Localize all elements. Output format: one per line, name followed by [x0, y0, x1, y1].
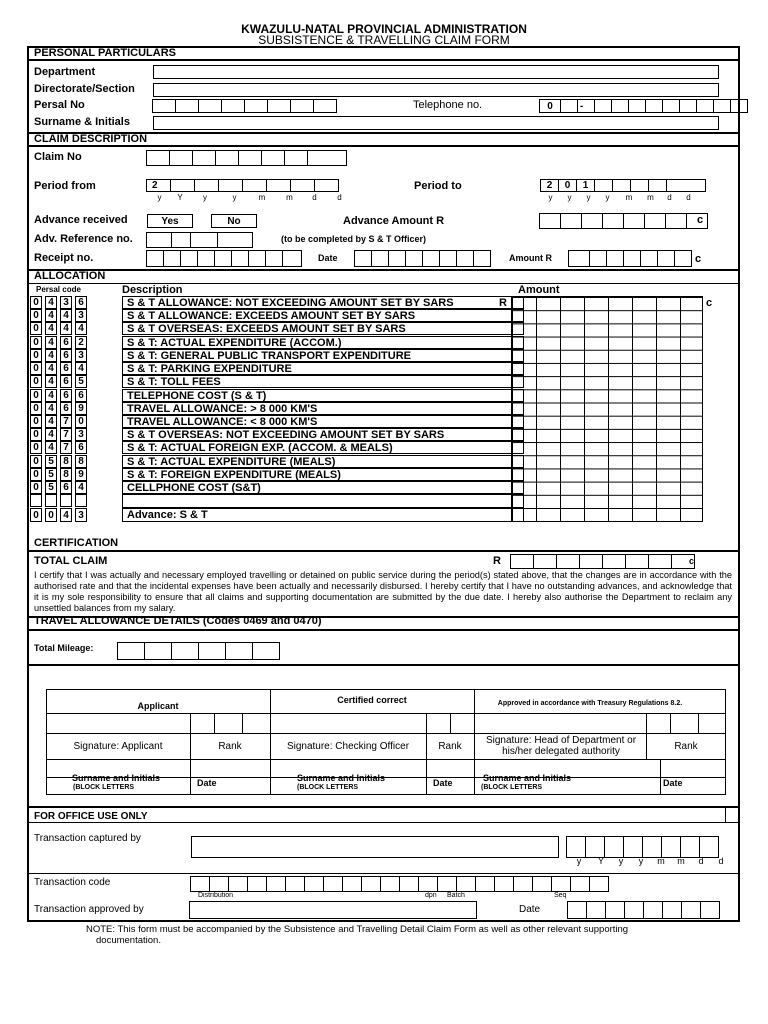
receipt-amount-label: Amount R [509, 253, 552, 263]
st-officer-note: (to be completed by S & T Officer) [281, 234, 427, 244]
travel-section-title: TRAVEL ALLOWANCE DETAILS (Codes 0469 and 0470) [34, 615, 322, 627]
claim-no-field[interactable] [147, 150, 347, 166]
receipt-cents-label: c [695, 253, 702, 265]
period-to-field[interactable]: 2 0 1 [541, 179, 706, 192]
period-to-letters: y y y y m m d d [548, 193, 691, 202]
allocation-section-title: ALLOCATION [34, 270, 106, 282]
office-section-title: FOR OFFICE USE ONLY [34, 811, 148, 822]
claim-section-title: CLAIM DESCRIPTION [34, 133, 148, 145]
applicant-date-label: Date [197, 778, 217, 788]
captured-date-letters: y Y y y m m d d [576, 856, 724, 866]
rank-label-1: Rank [218, 741, 242, 752]
department-label: Department [34, 66, 96, 78]
advance-cents-label: c [697, 214, 704, 226]
head-surname-label: Surname and Initials [483, 773, 572, 783]
certified-title: Certified correct [337, 695, 407, 705]
surname-field[interactable] [153, 116, 719, 130]
captured-date-field[interactable] [567, 836, 719, 858]
period-to-label: Period to [414, 180, 462, 192]
department-field[interactable] [153, 65, 719, 79]
surname-label: Surname & Initials [34, 116, 130, 128]
receipt-no-field[interactable] [147, 250, 302, 267]
rank-label-3: Rank [674, 741, 698, 752]
allocation-amount-grid[interactable] [511, 296, 703, 522]
persal-code-label: Persal code [36, 285, 81, 294]
certification-section-title: CERTIFICATION [34, 537, 119, 549]
captured-by-label: Transaction captured by [34, 833, 141, 844]
seq-label: Seq [554, 892, 567, 899]
receipt-amount-field[interactable] [569, 250, 692, 267]
persal-number-field[interactable] [153, 99, 337, 113]
personal-section-title: PERSONAL PARTICULARS [34, 47, 176, 59]
transaction-code-field[interactable] [191, 876, 609, 892]
amount-column-label: Amount [518, 284, 560, 296]
approved-date-field[interactable] [568, 901, 720, 919]
adv-reference-label: Adv. Reference no. [34, 233, 133, 245]
footer-note-line1: NOTE: This form must be accompanied by the Subsistence and Travelling Detail Claim Form as well as other relevant supporting [86, 924, 629, 935]
directorate-label: Directorate/Section [34, 83, 135, 95]
mileage-field[interactable] [118, 642, 280, 660]
advance-no-checkbox[interactable]: No [211, 214, 257, 228]
adv-reference-field[interactable] [147, 232, 253, 248]
head-date-label: Date [663, 778, 683, 788]
rank-label-2: Rank [438, 741, 462, 752]
checking-date-label: Date [433, 778, 453, 788]
captured-by-field[interactable] [191, 836, 559, 858]
applicant-title: Applicant [137, 701, 179, 711]
advance-amount-label: Advance Amount R [343, 215, 445, 227]
form-title: SUBSISTENCE & TRAVELLING CLAIM FORM [258, 33, 510, 47]
telephone-field[interactable]: 0 - [540, 99, 748, 113]
directorate-field[interactable] [153, 83, 719, 97]
sig-applicant-label: Signature: Applicant [73, 741, 163, 752]
mileage-label: Total Mileage: [34, 643, 94, 653]
description-column-label: Description [122, 284, 183, 296]
checking-surname-label: Surname and Initials [297, 773, 386, 783]
persal-label: Persal No [34, 99, 85, 111]
claim-no-label: Claim No [34, 151, 82, 163]
period-from-label: Period from [34, 180, 96, 192]
approved-by-field[interactable] [189, 901, 477, 919]
telephone-label: Telephone no. [413, 99, 483, 111]
total-claim-field[interactable] [511, 554, 695, 569]
total-claim-label: TOTAL CLAIM [34, 555, 108, 567]
amount-c-label: c [706, 297, 713, 309]
advance-yes-checkbox[interactable]: Yes [147, 214, 193, 228]
sig-checking-label: Signature: Checking Officer [286, 741, 410, 752]
head-block-letters: (BLOCK LETTERS [481, 784, 543, 791]
transaction-code-label: Transaction code [34, 877, 111, 888]
receipt-no-label: Receipt no. [34, 252, 94, 264]
total-claim-r-label: R [493, 555, 501, 567]
approved-title: Approved in accordance with Treasury Regulations 8.2. [497, 700, 683, 707]
org-title: KWAZULU-NATAL PROVINCIAL ADMINISTRATION [241, 22, 527, 36]
certification-statement: I certify that I was actually and necessary employed travelling or detained on public service during the period(s) stated above, that the changes are in accordance with the authorised rate and that the incidental expenses have been actually and necessarily disbursed. I hereby certify that I have no outstanding advances, and acknowledge that it is my sole responsibility to ensure that all claims and supporting documentation are submitted by the due date. I hereby also authorise the Department to reclaim any unsettled balances from my salary. [34, 570, 732, 613]
applicant-block-letters: (BLOCK LETTERS [73, 784, 135, 791]
sig-head-label: Signature: Head of Department or his/her delegated authority [485, 735, 637, 757]
receipt-date-field[interactable] [355, 250, 491, 267]
applicant-surname-label: Surname and Initials [72, 773, 161, 783]
receipt-date-label: Date [318, 253, 338, 263]
advance-amount-field[interactable] [540, 213, 708, 229]
approved-date-label: Date [519, 904, 541, 915]
dpn-label: dpn [425, 892, 437, 899]
footer-note-line2: documentation. [96, 935, 161, 946]
advance-received-label: Advance received [34, 214, 128, 226]
amount-r-label: R [499, 297, 507, 309]
period-from-letters: y Y y y m m d d [157, 193, 342, 202]
approved-by-label: Transaction approved by [34, 904, 144, 915]
batch-label: Batch [447, 892, 465, 899]
period-from-field[interactable]: 2 [147, 179, 339, 192]
total-claim-c-label: c [689, 556, 695, 566]
checking-block-letters: (BLOCK LETTERS [297, 784, 359, 791]
distribution-label: Distribution [198, 892, 234, 899]
